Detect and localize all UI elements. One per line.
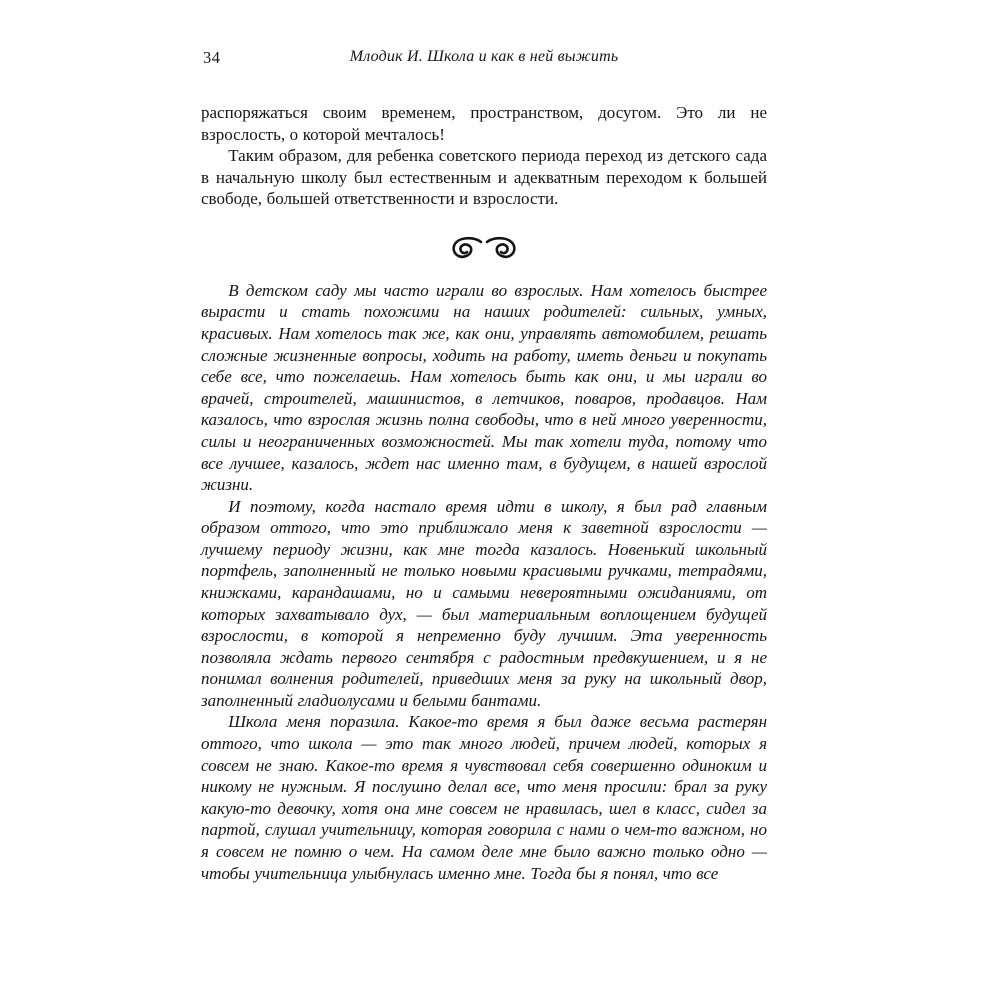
- paragraph: В детском саду мы часто играли во взрослых. Нам хотелось быстрее вырасти и стать похожими на наших родителей: сильных, умных, красивых. Нам хотелось так же, как они, управлять автомобилем, решать сложные жизненные вопросы, ходить на работу, иметь деньги и покупать себе все, что пожелаешь. Нам хотелось быть как они, и мы играли во врачей, строителей, машинистов, в летчиков, поваров, продавцов. Нам казалось, что взрослая жизнь полна свободы, что в ней много уверенности, силы и неограниченных возможностей. Мы так хотели туда, потому что все лучшее, казалось, ждет нас именно там, в будущем, в нашей взрослой жизни.: [201, 280, 767, 495]
- paragraph: Школа меня поразила. Какое-то время я был даже весьма растерян оттого, что школа — это так много людей, причем людей, которых я совсем не знаю. Какое-то время я чувствовал себя совершенно одиноким и никому не нужным. Я послушно делал все, что меня просили: брал за руку какую-то девочку, хотя она мне совсем не нравилась, шел в класс, сидел за партой, слушал учительницу, которая говорила с нами о чем-то важном, но я совсем не помню о чем. На самом деле мне было важно только одно — чтобы учительница улыбнулась именно мне. Тогда бы я понял, что все: [201, 712, 767, 883]
- fleuron-ornament-icon: [447, 236, 521, 262]
- text-column: [201, 48, 767, 884]
- page-header: [201, 48, 767, 70]
- page-number: 34: [203, 48, 221, 67]
- intro-section: [201, 102, 767, 210]
- section-divider: [201, 236, 767, 262]
- running-title: Млодик И. Школа и как в ней выжить: [349, 48, 619, 65]
- paragraph: Таким образом, для ребенка советского периода переход из детского сада в начальную школу был естественным и адекватным переходом к большей свободе, большей ответственности и взрослости.: [201, 146, 767, 209]
- paragraph: И поэтому, когда настало время идти в школу, я был рад главным образом оттого, что это приближало меня к заветной взрослости — лучшему периоду жизни, как мне тогда казалось. Новенький школьный портфель, заполненный не только новыми красивыми ручками, тетрадями, книжками, карандашами, но и самыми невероятными ожиданиями, от которых захватывало дух, — был материальным воплощением будущей взрослости, в которой я непременно буду лучшим. Эта уверенность позволяла ждать первого сентября с радостным предвкушением, и я не понимал волнения родителей, приведших меня за руку на школьный двор, заполненный гладиолусами и белыми бантами.: [201, 496, 767, 710]
- paragraph: распоряжаться своим временем, пространством, досугом. Это ли не взрослость, о которой мечталось!: [201, 103, 767, 144]
- memoir-section: [201, 280, 767, 884]
